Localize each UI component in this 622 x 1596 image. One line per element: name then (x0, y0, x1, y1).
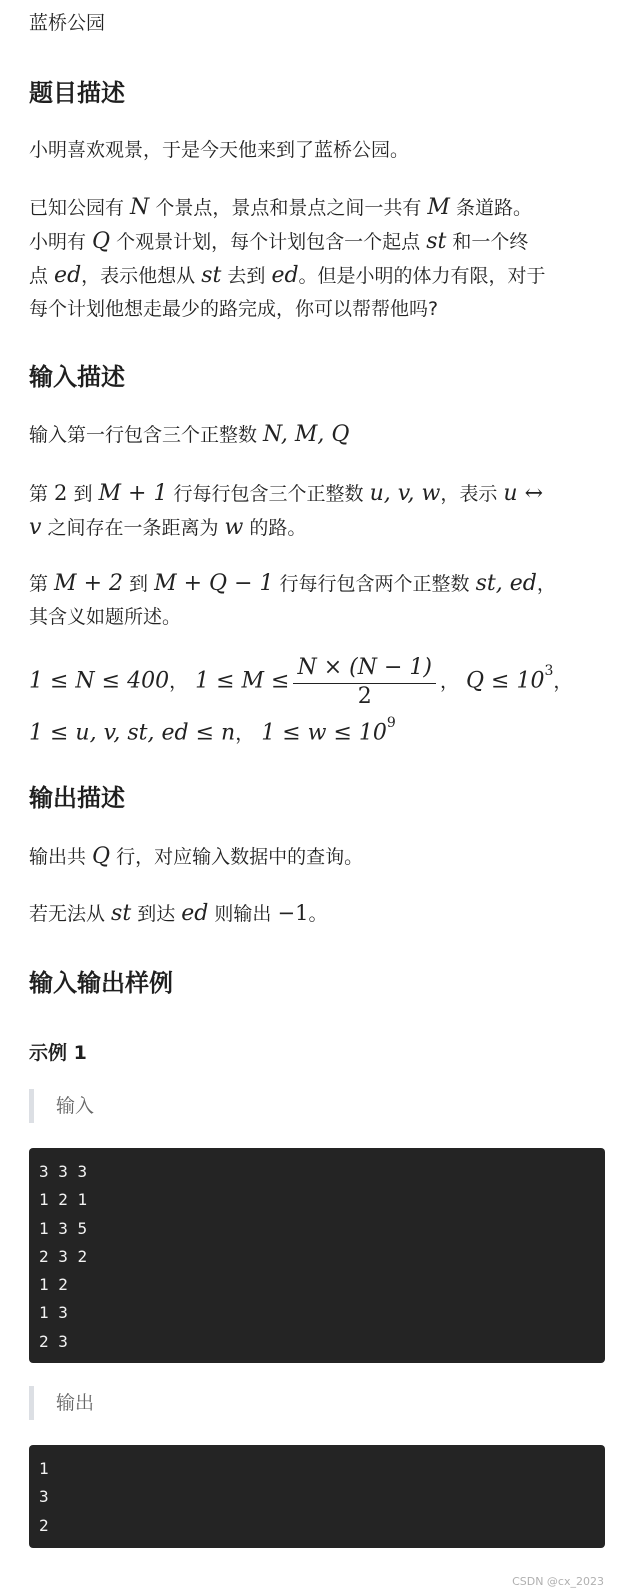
text-span: 。 (308, 903, 328, 925)
separator: ， (169, 670, 189, 693)
problem-p2-line-2 (29, 225, 609, 259)
text-span: 之间存在一条距离为 (41, 517, 225, 539)
code-line: 1 2 (39, 1275, 68, 1295)
input-p2-line-2 (29, 511, 609, 545)
text-span: 到 (67, 483, 99, 505)
text-span: 第 (29, 483, 55, 505)
text-span: 行每行包含两个正整数 (273, 573, 476, 595)
text-span: 的路。 (243, 517, 307, 539)
math-var: ed (271, 263, 299, 288)
input-p2-line-1 (29, 477, 609, 511)
exponent: 3 (544, 663, 554, 679)
text-span: 到 (123, 573, 155, 595)
math-expr: M + 2 (54, 571, 123, 596)
math-var: N, M, Q (263, 422, 350, 447)
fraction-denominator: 2 (357, 683, 372, 709)
code-line: 2 3 (39, 1331, 68, 1351)
math-var: Q (92, 229, 111, 254)
math-var: N (130, 195, 150, 220)
separator: ， (439, 670, 459, 693)
text-span: 条道路。 (449, 197, 532, 219)
text-span: 和一个终 (446, 231, 529, 253)
input-paragraph-2 (29, 477, 609, 545)
separator: ， (235, 722, 255, 745)
output-p1-line (29, 840, 609, 874)
math-var: st (111, 901, 132, 926)
text-span: 则输出 (208, 903, 278, 925)
watermark: CSDN @cx_2023 (512, 1575, 604, 1588)
text-span: 行每行包含三个正整数 (167, 483, 370, 505)
separator: ， (553, 670, 573, 693)
text-span: 小明有 (29, 231, 93, 253)
input-paragraph-3 (29, 567, 609, 634)
fraction-numerator: N × (N − 1) (293, 653, 436, 684)
example-title: 示例 1 (29, 1042, 87, 1064)
code-line: 3 (39, 1487, 49, 1507)
constraint-n: 1 ≤ N ≤ 400 (29, 668, 170, 694)
problem-paragraph-2 (29, 191, 609, 326)
constraints-line-1 (29, 652, 609, 709)
math-var: w (224, 515, 244, 540)
code-line: 1 3 5 (39, 1218, 88, 1238)
input-label-quote (29, 1089, 599, 1123)
problem-p2-line-1 (29, 191, 609, 225)
problem-p2-line-4: 每个计划他想走最少的路完成，你可以帮帮他吗? (29, 298, 439, 320)
sample-input-code-block[interactable] (29, 1148, 605, 1363)
math-var: u, v, w (369, 481, 441, 506)
constraints-line-2 (29, 710, 609, 750)
math-var: st (426, 229, 447, 254)
input-p3-line-2: 其含义如题所述。 (29, 606, 182, 628)
problem-p2-line-3 (29, 259, 609, 293)
input-p3-line-1 (29, 567, 609, 601)
problem-paragraph-1 (29, 134, 609, 167)
math-var: st (201, 263, 222, 288)
text-span: ，表示 (440, 483, 504, 505)
text-span: 若无法从 (29, 903, 112, 925)
text-span: ， (536, 573, 556, 595)
text-span: 点 (29, 265, 55, 287)
output-label: 输出 (56, 1392, 95, 1414)
input-paragraph-1 (29, 418, 609, 452)
text-span: 第 (29, 573, 55, 595)
problem-p1-text: 小明喜欢观景，于是今天他来到了蓝桥公园。 (29, 139, 410, 161)
exponent: 9 (386, 715, 396, 731)
math-var: st, ed (475, 571, 537, 596)
fraction (293, 653, 436, 710)
text-span: ，表示他想从 (81, 265, 202, 287)
text-span: 已知公园有 (29, 197, 131, 219)
text-span: 去到 (221, 265, 272, 287)
problem-heading: 题目描述 (29, 79, 125, 107)
constraint-uv: 1 ≤ u, v, st, ed ≤ n (29, 720, 236, 746)
code-line: 1 2 1 (39, 1190, 88, 1210)
math-expr: M + Q − 1 (154, 571, 274, 596)
text-span: 输入第一行包含三个正整数 (29, 424, 264, 446)
text-span: 个景点，景点和景点之间一共有 (149, 197, 428, 219)
code-line: 1 3 (39, 1303, 68, 1323)
math-num: 2 (54, 481, 68, 505)
output-p2-line (29, 897, 609, 931)
code-line: 2 3 2 (39, 1246, 88, 1266)
input-heading: 输入描述 (29, 363, 125, 391)
code-line: 1 (39, 1459, 49, 1478)
input-label: 输入 (56, 1095, 95, 1117)
page-title: 蓝桥公园 (29, 12, 106, 34)
math-var: u ↔ (503, 481, 544, 506)
code-line: 2 (39, 1515, 49, 1535)
text-span: 输出共 (29, 846, 93, 868)
constraint-w: 1 ≤ w ≤ 10 (261, 720, 387, 746)
sample-output-code-block[interactable] (29, 1445, 605, 1548)
output-paragraph-2 (29, 897, 609, 931)
code-line: 3 3 3 (39, 1162, 88, 1181)
constraint-q: Q ≤ 10 (466, 668, 545, 694)
samples-heading: 输入输出样例 (29, 969, 173, 997)
input-p1-line (29, 418, 609, 452)
output-label-quote (29, 1386, 599, 1420)
text-span: 。但是小明的体力有限，对于 (298, 265, 546, 287)
math-num: −1 (277, 901, 309, 925)
math-var: v (29, 515, 42, 540)
constraint-m: 1 ≤ M ≤ (195, 668, 290, 694)
math-var: ed (181, 901, 209, 926)
math-var: M (427, 195, 450, 220)
output-paragraph-1 (29, 840, 609, 874)
output-heading: 输出描述 (29, 784, 125, 812)
text-span: 行，对应输入数据中的查询。 (110, 846, 364, 868)
math-expr: M + 1 (98, 481, 168, 506)
math-var: ed (54, 263, 82, 288)
text-span: 个观景计划，每个计划包含一个起点 (110, 231, 427, 253)
math-var: Q (92, 844, 111, 869)
text-span: 到达 (131, 903, 182, 925)
